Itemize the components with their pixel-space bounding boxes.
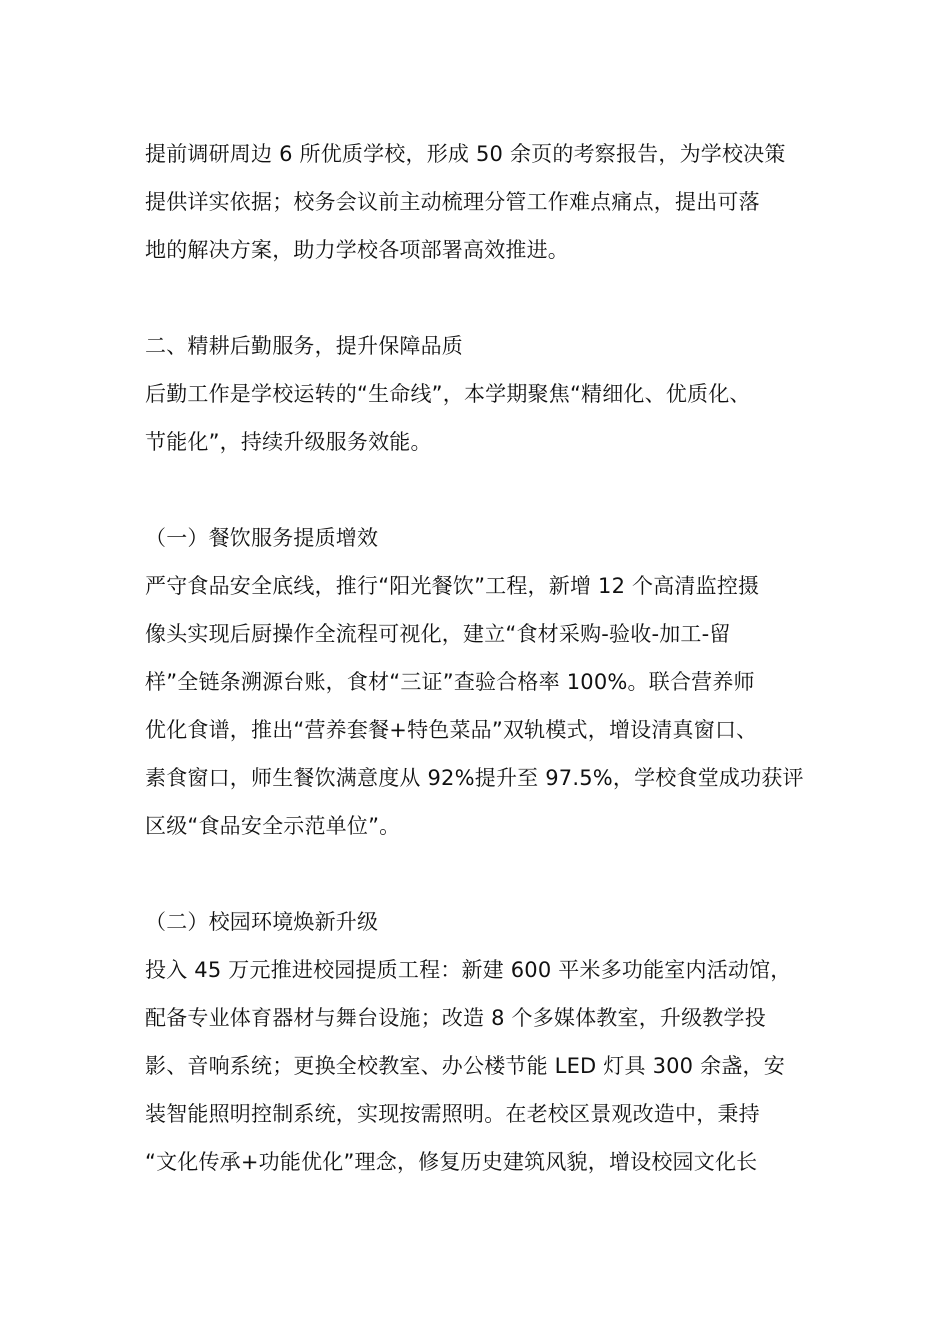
text-line: 后勤工作是学校运转的“生命线”，本学期聚焦“精细化、优质化、 — [145, 382, 751, 406]
text-line: 样”全链条溯源台账，食材“三证”查验合格率 100%。联合营养师 — [145, 670, 755, 694]
blank-line — [145, 850, 835, 898]
paragraph-intro — [145, 130, 835, 274]
text-line: 优化食谱，推出“营养套餐+特色菜品”双轨模式，增设清真窗口、 — [145, 718, 758, 742]
paragraph-logistics — [145, 370, 835, 466]
paragraph-environment — [145, 946, 835, 1186]
text-line: 装智能照明控制系统，实现按需照明。在老校区景观改造中，秉持 — [145, 1102, 760, 1126]
paragraph-catering — [145, 562, 835, 850]
text-line: 严守食品安全底线，推行“阳光餐饮”工程，新增 12 个高清监控摄 — [145, 574, 760, 598]
text-line: 素食窗口，师生餐饮满意度从 92%提升至 97.5%，学校食堂成功获评 — [145, 766, 804, 790]
text-line: 提前调研周边 6 所优质学校，形成 50 余页的考察报告，为学校决策 — [145, 142, 786, 166]
blank-line — [145, 466, 835, 514]
blank-line — [145, 274, 835, 322]
subsection-heading-1: （一）餐饮服务提质增效 — [145, 526, 379, 550]
text-line: 节能化”，持续升级服务效能。 — [145, 430, 432, 454]
text-line: 地的解决方案，助力学校各项部署高效推进。 — [145, 238, 569, 262]
text-line: 影、音响系统；更换全校教室、办公楼节能 LED 灯具 300 余盏，安 — [145, 1054, 785, 1078]
text-line: 投入 45 万元推进校园提质工程：新建 600 平米多功能室内活动馆， — [145, 958, 792, 982]
text-line: 配备专业体育器材与舞台设施；改造 8 个多媒体教室，升级教学投 — [145, 1006, 766, 1030]
document-page — [145, 130, 835, 1186]
text-line: 区级“食品安全示范单位”。 — [145, 814, 401, 838]
text-line: “文化传承+功能优化”理念，修复历史建筑风貌，增设校园文化长 — [145, 1150, 758, 1174]
text-line: 提供详实依据；校务会议前主动梳理分管工作难点痛点，提出可落 — [145, 190, 760, 214]
section-heading-2: 二、精耕后勤服务，提升保障品质 — [145, 334, 463, 358]
text-line: 像头实现后厨操作全流程可视化，建立“食材采购-验收-加工-留 — [145, 622, 731, 646]
subsection-heading-2: （二）校园环境焕新升级 — [145, 910, 379, 934]
